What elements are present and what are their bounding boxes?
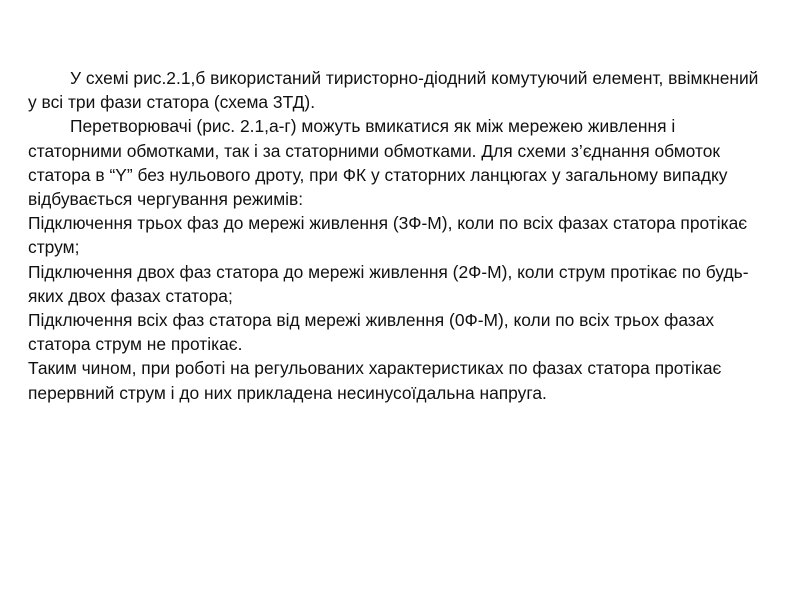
paragraph-intro-3td: У схемі рис.2.1,б використаний тиристорно-діодний комутуючий елемент, ввімкнений у всі три фази статора (схема 3ТД).: [28, 68, 759, 113]
paragraph-conclusion: Таким чином, при роботі на регульованих характеристиках по фазах статора протікає перервний струм і до них прикладена несинусоїдальна напруга.: [28, 358, 722, 403]
paragraph-mode-3f-m: Підключення трьох фаз до мережі живлення (3Ф-М), коли по всіх фазах статора протікає струм;: [28, 213, 748, 258]
paragraph-mode-2f-m: Підключення двох фаз статора до мережі живлення (2Ф-М), коли струм протікає по будь-яких двох фазах статора;: [28, 261, 749, 306]
paragraph-converters: Перетворювачі (рис. 2.1,а-г) можуть вмикатися як між мережею живлення і статорними обмотками, так і за статорними обмотками. Для схеми з’єднання обмоток статора в “Y” без нульового дроту, при ФК у статорних ланцюгах у загальному випадку відбувається чергування режимів:: [28, 116, 728, 210]
slide-body: [28, 66, 768, 405]
paragraph-mode-0f-m: Підключення всіх фаз статора від мережі живлення (0Ф-М), коли по всіх трьох фазах статора струм не протікає.: [28, 310, 715, 355]
